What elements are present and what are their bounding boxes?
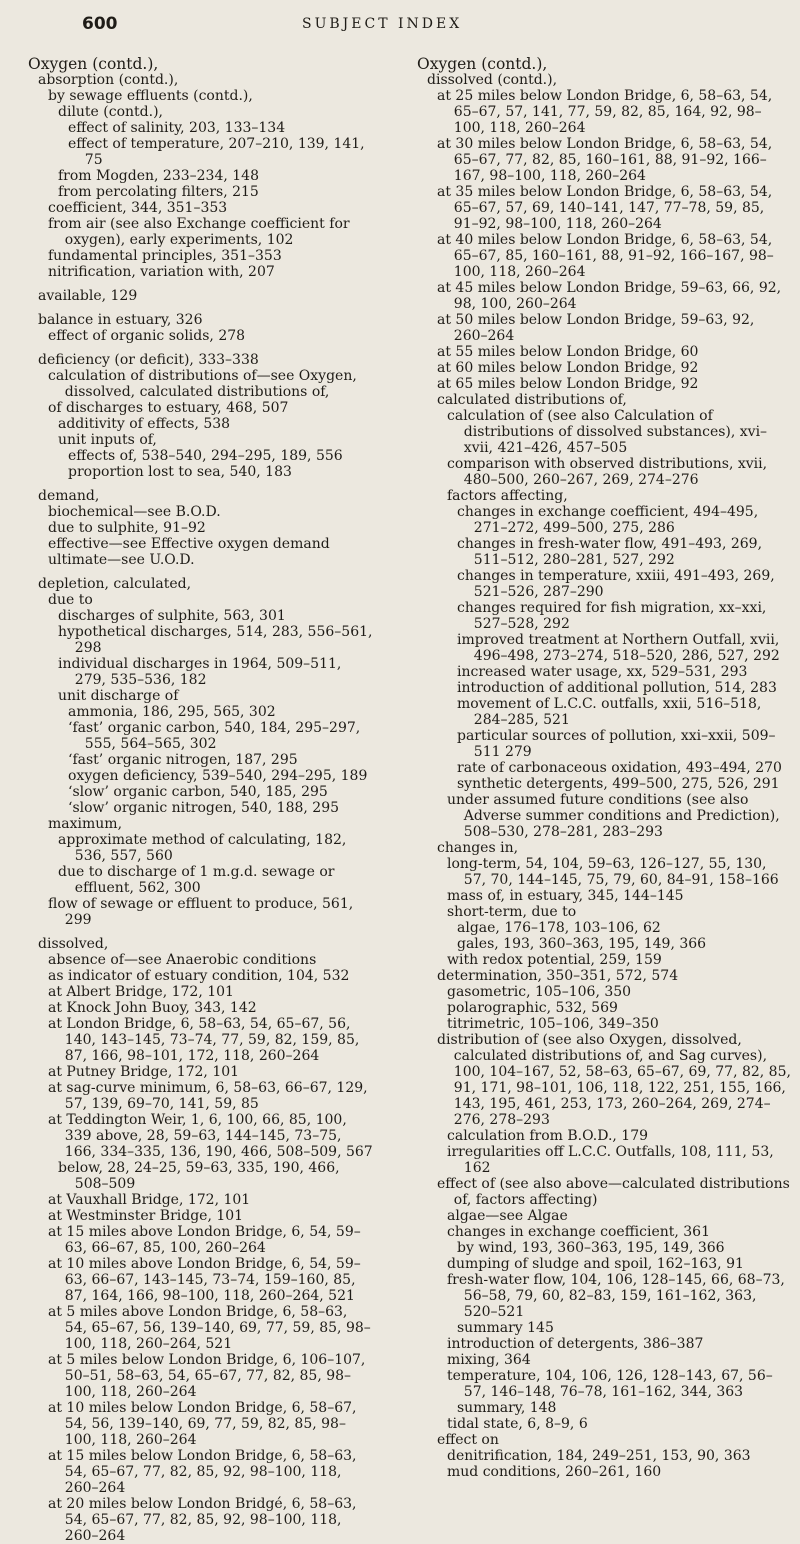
index-entry: at Vauxhall Bridge, 172, 101: [48, 1192, 251, 1208]
index-entry: deficiency (or deficit), 333–338: [38, 352, 259, 368]
index-entry: short-term, due to: [447, 904, 577, 920]
index-entry: nitrification, variation with, 207: [48, 264, 275, 280]
index-entry: oxygen deficiency, 539–540, 294–295, 189: [68, 768, 368, 784]
index-entry: at 10 miles below London Bridge, 6, 58–67, 54, 56, 139–140, 69, 77, 59, 82, 85, 98–100, 118, 260–264: [48, 1400, 357, 1448]
index-entry: ‘fast’ organic nitrogen, 187, 295: [68, 752, 298, 768]
index-entry: changes in temperature, xxiii, 491–493, 269, 521–526, 287–290: [457, 568, 775, 600]
index-entry: at London Bridge, 6, 58–63, 54, 65–67, 56, 140, 143–145, 73–74, 77, 59, 82, 159, 85, 87, 166, 98–101, 172, 118, 260–264: [48, 1016, 360, 1064]
index-entry: gales, 193, 360–363, 195, 149, 366: [457, 936, 707, 952]
index-entry: at Putney Bridge, 172, 101: [48, 1064, 240, 1080]
index-entry: due to sulphite, 91–92: [48, 520, 206, 536]
index-entry: gasometric, 105–106, 350: [447, 984, 632, 1000]
index-entry: ‘fast’ organic carbon, 540, 184, 295–297, 555, 564–565, 302: [68, 720, 361, 752]
index-entry: absorption (contd.),: [38, 72, 179, 88]
index-entry: tidal state, 6, 8–9, 6: [447, 1416, 588, 1432]
index-entry: effects of, 538–540, 294–295, 189, 556: [68, 448, 343, 464]
index-entry: fundamental principles, 351–353: [48, 248, 282, 264]
index-entry: mixing, 364: [447, 1352, 531, 1368]
index-entry: distribution of (see also Oxygen, dissolved, calculated distributions of, and Sag curves), 100, 104–167, 52, 58–63, 65–67, 69, 77, 82, 85, 91, 171, 98–101, 106, 118, 122, 251, 155, 166, 143, 195, 461, 253, 173, 260–264, 269, 274–276, 278–293: [437, 1032, 791, 1128]
index-entry: effect on: [437, 1432, 499, 1448]
index-entry: ultimate—see U.O.D.: [48, 552, 195, 568]
index-entry: irregularities off L.C.C. Outfalls, 108, 111, 53, 162: [447, 1144, 774, 1176]
index-entry: due to discharge of 1 m.g.d. sewage or effluent, 562, 300: [58, 864, 335, 896]
index-entry: calculation from B.O.D., 179: [447, 1128, 649, 1144]
page-header: [0, 14, 800, 38]
index-entry: of discharges to estuary, 468, 507: [48, 400, 289, 416]
index-entry: summary, 148: [457, 1400, 557, 1416]
index-entry: at 55 miles below London Bridge, 60: [437, 344, 699, 360]
index-entry: balance in estuary, 326: [38, 312, 203, 328]
index-entry: hypothetical discharges, 514, 283, 556–561, 298: [58, 624, 373, 656]
index-entry: at 15 miles above London Bridge, 6, 54, 59–63, 66–67, 85, 100, 260–264: [48, 1224, 361, 1256]
index-entry: fresh-water flow, 104, 106, 128–145, 66, 68–73, 56–58, 79, 60, 82–83, 159, 161–162, 363, 520–521: [447, 1272, 785, 1320]
index-entry: absence of—see Anaerobic conditions: [48, 952, 317, 968]
index-entry: changes in exchange coefficient, 361: [447, 1224, 710, 1240]
index-entry: calculated distributions of,: [437, 392, 627, 408]
index-entry: particular sources of pollution, xxi–xxii, 509–511 279: [457, 728, 776, 760]
index-entry: at Albert Bridge, 172, 101: [48, 984, 234, 1000]
index-entry: under assumed future conditions (see also Adverse summer conditions and Prediction), 508–530, 278–281, 283–293: [447, 792, 780, 840]
index-entry: changes required for fish migration, xx–xxi, 527–528, 292: [457, 600, 767, 632]
index-entry: calculation of (see also Calculation of distributions of dissolved substances), xvi–xvii, 421–426, 457–505: [447, 408, 768, 456]
index-heading: Oxygen (contd.),: [28, 55, 159, 73]
index-entry: ‘slow’ organic nitrogen, 540, 188, 295: [68, 800, 340, 816]
index-entry: due to: [48, 592, 93, 608]
index-entry: approximate method of calculating, 182, 536, 557, 560: [58, 832, 347, 864]
index-entry: proportion lost to sea, 540, 183: [68, 464, 292, 480]
index-entry: biochemical—see B.O.D.: [48, 504, 221, 520]
index-entry: by sewage effluents (contd.),: [48, 88, 253, 104]
index-entry: unit inputs of,: [58, 432, 157, 448]
index-entry: rate of carbonaceous oxidation, 493–494, 270: [457, 760, 782, 776]
index-entry: at 5 miles below London Bridge, 6, 106–107, 50–51, 58–63, 54, 65–67, 77, 82, 85, 98–100, 118, 260–264: [48, 1352, 366, 1400]
index-entry: at Westminster Bridge, 101: [48, 1208, 244, 1224]
index-entry: ‘slow’ organic carbon, 540, 185, 295: [68, 784, 328, 800]
page-number: 600: [82, 14, 118, 34]
index-entry: additivity of effects, 538: [58, 416, 231, 432]
index-entry: at 35 miles below London Bridge, 6, 58–63, 54, 65–67, 57, 69, 140–141, 147, 77–78, 59, 85, 91–92, 98–100, 118, 260–264: [437, 184, 773, 232]
index-entry: coefficient, 344, 351–353: [48, 200, 228, 216]
index-entry: at 15 miles below London Bridge, 6, 58–63, 54, 65–67, 77, 82, 85, 92, 98–100, 118, 260–264: [48, 1448, 357, 1496]
index-entry: discharges of sulphite, 563, 301: [58, 608, 286, 624]
index-entry: comparison with observed distributions, xvii, 480–500, 260–267, 269, 274–276: [447, 456, 768, 488]
index-entry: at 45 miles below London Bridge, 59–63, 66, 92, 98, 100, 260–264: [437, 280, 782, 312]
index-entry: effect of salinity, 203, 133–134: [68, 120, 286, 136]
index-entry: at 50 miles below London Bridge, 59–63, 92, 260–264: [437, 312, 755, 344]
index-entry: from Mogden, 233–234, 148: [58, 168, 259, 184]
index-entry: unit discharge of: [58, 688, 179, 704]
index-heading: Oxygen (contd.),: [417, 55, 548, 73]
index-entry: introduction of additional pollution, 514, 283: [457, 680, 777, 696]
running-head: SUBJECT INDEX: [302, 16, 463, 32]
index-entry: at 25 miles below London Bridge, 6, 58–63, 54, 65–67, 57, 141, 77, 59, 82, 85, 164, 92, 98–100, 118, 260–264: [437, 88, 773, 136]
index-entry: by wind, 193, 360–363, 195, 149, 366: [457, 1240, 725, 1256]
index-entry: at 60 miles below London Bridge, 92: [437, 360, 699, 376]
index-entry: with redox potential, 259, 159: [447, 952, 662, 968]
index-entry: ammonia, 186, 295, 565, 302: [68, 704, 276, 720]
index-entry: effect of (see also above—calculated distributions of, factors affecting): [437, 1176, 790, 1208]
index-entry: mass of, in estuary, 345, 144–145: [447, 888, 684, 904]
index-entry: polarographic, 532, 569: [447, 1000, 618, 1016]
index-entry: at 5 miles above London Bridge, 6, 58–63, 54, 65–67, 56, 139–140, 69, 77, 59, 85, 98–100, 118, 260–264, 521: [48, 1304, 371, 1352]
index-entry: maximum,: [48, 816, 123, 832]
index-entry: from percolating filters, 215: [58, 184, 259, 200]
index-entry: available, 129: [38, 288, 138, 304]
index-entry: as indicator of estuary condition, 104, 532: [48, 968, 350, 984]
index-entry: dissolved,: [38, 936, 109, 952]
index-entry: effect of organic solids, 278: [48, 328, 246, 344]
index-entry: below, 28, 24–25, 59–63, 335, 190, 466, 508–509: [58, 1160, 340, 1192]
index-entry: dumping of sludge and spoil, 162–163, 91: [447, 1256, 744, 1272]
index-entry: temperature, 104, 106, 126, 128–143, 67, 56–57, 146–148, 76–78, 161–162, 344, 363: [447, 1368, 773, 1400]
index-entry: at Teddington Weir, 1, 6, 100, 66, 85, 100, 339 above, 28, 59–63, 144–145, 73–75, 166, 334–335, 136, 190, 466, 508–509, 567: [48, 1112, 373, 1160]
index-entry: flow of sewage or effluent to produce, 561, 299: [48, 896, 354, 928]
index-entry: demand,: [38, 488, 100, 504]
index-entry: effective—see Effective oxygen demand: [48, 536, 330, 552]
index-entry: changes in exchange coefficient, 494–495, 271–272, 499–500, 275, 286: [457, 504, 759, 536]
index-entry: at 40 miles below London Bridge, 6, 58–63, 54, 65–67, 85, 160–161, 88, 91–92, 166–167, 98–100, 118, 260–264: [437, 232, 774, 280]
index-entry: at 65 miles below London Bridge, 92: [437, 376, 699, 392]
index-entry: movement of L.C.C. outfalls, xxii, 516–518, 284–285, 521: [457, 696, 762, 728]
index-entry: individual discharges in 1964, 509–511, 279, 535–536, 182: [58, 656, 342, 688]
index-entry: at 10 miles above London Bridge, 6, 54, 59–63, 66–67, 143–145, 73–74, 159–160, 85, 87, 164, 166, 98–100, 118, 260–264, 521: [48, 1256, 361, 1304]
index-entry: determination, 350–351, 572, 574: [437, 968, 679, 984]
index-entry: algae, 176–178, 103–106, 62: [457, 920, 661, 936]
index-entry: changes in,: [437, 840, 519, 856]
index-entry: at sag-curve minimum, 6, 58–63, 66–67, 129, 57, 139, 69–70, 141, 59, 85: [48, 1080, 368, 1112]
index-entry: summary 145: [457, 1320, 554, 1336]
index-entry: effect of temperature, 207–210, 139, 141, 75: [68, 136, 365, 168]
index-entry: introduction of detergents, 386–387: [447, 1336, 704, 1352]
index-entry: algae—see Algae: [447, 1208, 568, 1224]
index-entry: improved treatment at Northern Outfall, xvii, 496–498, 273–274, 518–520, 286, 527, 292: [457, 632, 780, 664]
index-entry: depletion, calculated,: [38, 576, 192, 592]
index-column-left: [28, 56, 373, 1544]
index-entry: titrimetric, 105–106, 349–350: [447, 1016, 659, 1032]
index-entry: dilute (contd.),: [58, 104, 163, 120]
index-entry: from air (see also Exchange coefficient for oxygen), early experiments, 102: [48, 216, 350, 248]
index-entry: changes in fresh-water flow, 491–493, 269, 511–512, 280–281, 527, 292: [457, 536, 763, 568]
index-entry: factors affecting,: [447, 488, 568, 504]
index-entry: mud conditions, 260–261, 160: [447, 1464, 662, 1480]
index-entry: calculation of distributions of—see Oxygen, dissolved, calculated distributions of,: [48, 368, 357, 400]
index-entry: synthetic detergents, 499–500, 275, 526, 291: [457, 776, 780, 792]
index-entry: dissolved (contd.),: [427, 72, 558, 88]
index-entry: at Knock John Buoy, 343, 142: [48, 1000, 257, 1016]
index-entry: at 30 miles below London Bridge, 6, 58–63, 54, 65–67, 77, 82, 85, 160–161, 88, 91–92, 166–167, 98–100, 118, 260–264: [437, 136, 773, 184]
index-entry: at 20 miles below London Bridgé, 6, 58–63, 54, 65–67, 77, 82, 85, 92, 98–100, 118, 260–264: [48, 1496, 357, 1544]
index-entry: increased water usage, xx, 529–531, 293: [457, 664, 748, 680]
index-entry: denitrification, 184, 249–251, 153, 90, 363: [447, 1448, 751, 1464]
index-entry: long-term, 54, 104, 59–63, 126–127, 55, 130, 57, 70, 144–145, 75, 79, 60, 84–91, 158–166: [447, 856, 779, 888]
index-column-right: [417, 56, 791, 1480]
